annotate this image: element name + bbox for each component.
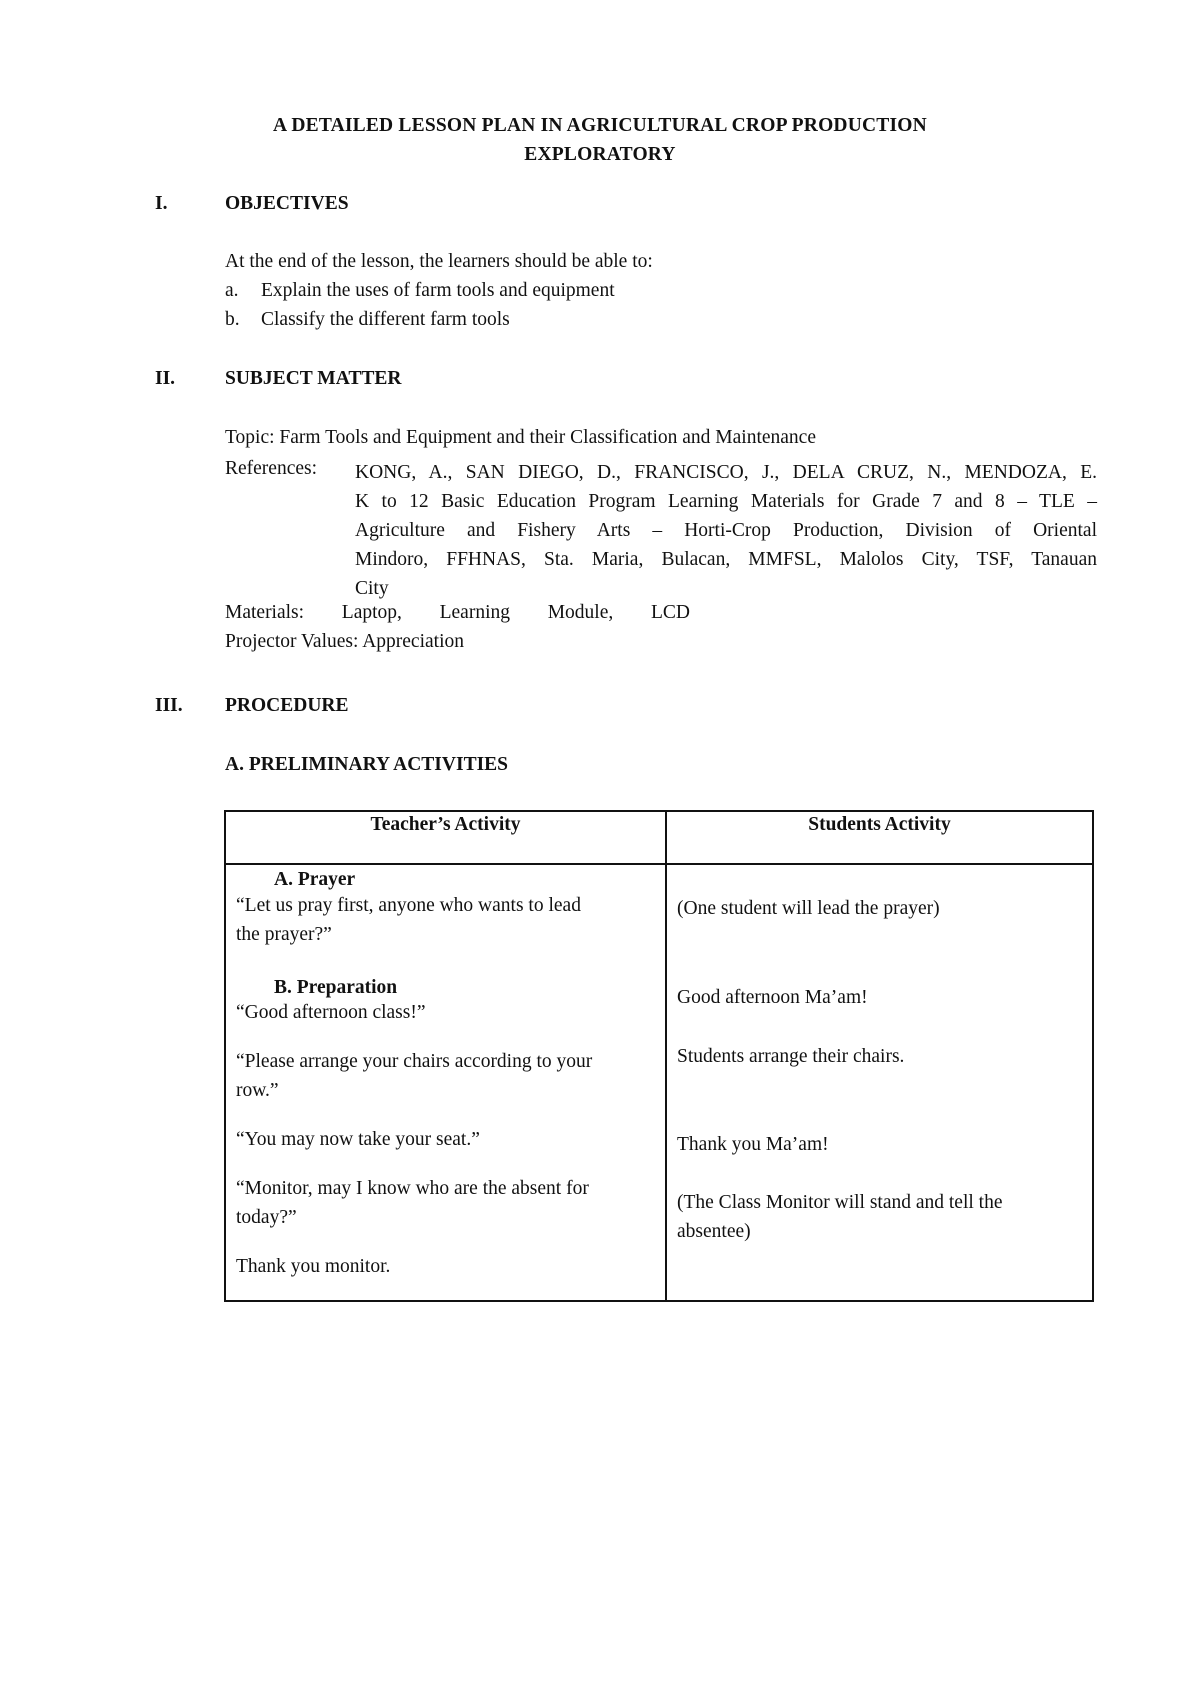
- monitor-question-line: today?”: [236, 1207, 297, 1228]
- prayer-heading: A. Prayer: [274, 869, 356, 890]
- projector-values-line: Projector Values: Appreciation: [225, 631, 464, 652]
- student-monitor-response-line: absentee): [677, 1221, 751, 1242]
- teacher-activity-header: Teacher’s Activity: [225, 811, 666, 864]
- reference-line: KONG, A., SAN DIEGO, D., FRANCISCO, J., DELA CRUZ, N., MENDOZA, E.: [355, 462, 1097, 483]
- reference-line: K to 12 Basic Education Program Learning Materials for Grade 7 and 8 – TLE –: [355, 491, 1097, 512]
- student-prayer-response: (One student will lead the prayer): [677, 898, 940, 919]
- references-label: References:: [225, 458, 318, 479]
- section-heading-procedure: PROCEDURE: [225, 695, 349, 716]
- section-heading-subject-matter: SUBJECT MATTER: [225, 368, 402, 389]
- reference-line: City: [355, 578, 389, 599]
- prayer-prompt-line: “Let us pray first, anyone who wants to lead: [236, 895, 581, 916]
- objective-letter-a: a.: [225, 280, 239, 301]
- students-activity-header: Students Activity: [666, 811, 1093, 864]
- section-number-procedure: III.: [155, 695, 183, 716]
- materials-word: Laptop,: [341, 602, 402, 623]
- monitor-question-line: “Monitor, may I know who are the absent for: [236, 1178, 589, 1199]
- activity-table: [224, 810, 1094, 1302]
- table-header-row: [225, 811, 1093, 864]
- materials-line: [225, 602, 690, 624]
- student-thanks-response: Thank you Ma’am!: [677, 1134, 829, 1155]
- thank-monitor-line: Thank you monitor.: [236, 1256, 391, 1277]
- arrange-chairs-line: row.”: [236, 1080, 279, 1101]
- student-monitor-response-line: (The Class Monitor will stand and tell the: [677, 1192, 1003, 1213]
- table-row: [225, 864, 1093, 1301]
- teacher-activity-cell: [225, 864, 666, 1301]
- section-heading-objectives: OBJECTIVES: [225, 193, 349, 214]
- materials-word: Module,: [547, 602, 614, 623]
- references-text: [355, 458, 1097, 603]
- student-greeting-response: Good afternoon Ma’am!: [677, 987, 868, 1008]
- section-number-subject-matter: II.: [155, 368, 176, 389]
- document-title-line-1: A DETAILED LESSON PLAN IN AGRICULTURAL CROP PRODUCTION: [273, 115, 927, 136]
- objectives-intro: At the end of the lesson, the learners should be able to:: [225, 251, 653, 272]
- materials-word: LCD: [650, 602, 690, 623]
- materials-word: Learning: [439, 602, 510, 623]
- section-number-objectives: I.: [155, 193, 168, 214]
- document-title-line-2: EXPLORATORY: [524, 144, 676, 165]
- prayer-prompt-line: the prayer?”: [236, 924, 332, 945]
- teacher-greeting: “Good afternoon class!”: [236, 1002, 426, 1023]
- objective-letter-b: b.: [225, 309, 240, 330]
- topic-line: Topic: Farm Tools and Equipment and their Classification and Maintenance: [225, 427, 816, 448]
- student-arrange-response: Students arrange their chairs.: [677, 1046, 905, 1067]
- students-activity-cell: [666, 864, 1093, 1301]
- arrange-chairs-line: “Please arrange your chairs according to your: [236, 1051, 593, 1072]
- materials-word: Materials:: [225, 602, 305, 623]
- objective-text-a: Explain the uses of farm tools and equipment: [261, 280, 615, 301]
- take-seat-line: “You may now take your seat.”: [236, 1129, 480, 1150]
- reference-line: Mindoro, FFHNAS, Sta. Maria, Bulacan, MMFSL, Malolos City, TSF, Tanauan: [355, 549, 1097, 570]
- reference-line: Agriculture and Fishery Arts – Horti-Crop Production, Division of Oriental: [355, 520, 1097, 541]
- preliminary-activities-heading: A. PRELIMINARY ACTIVITIES: [225, 754, 509, 775]
- objective-text-b: Classify the different farm tools: [261, 309, 510, 330]
- preparation-heading: B. Preparation: [274, 977, 398, 998]
